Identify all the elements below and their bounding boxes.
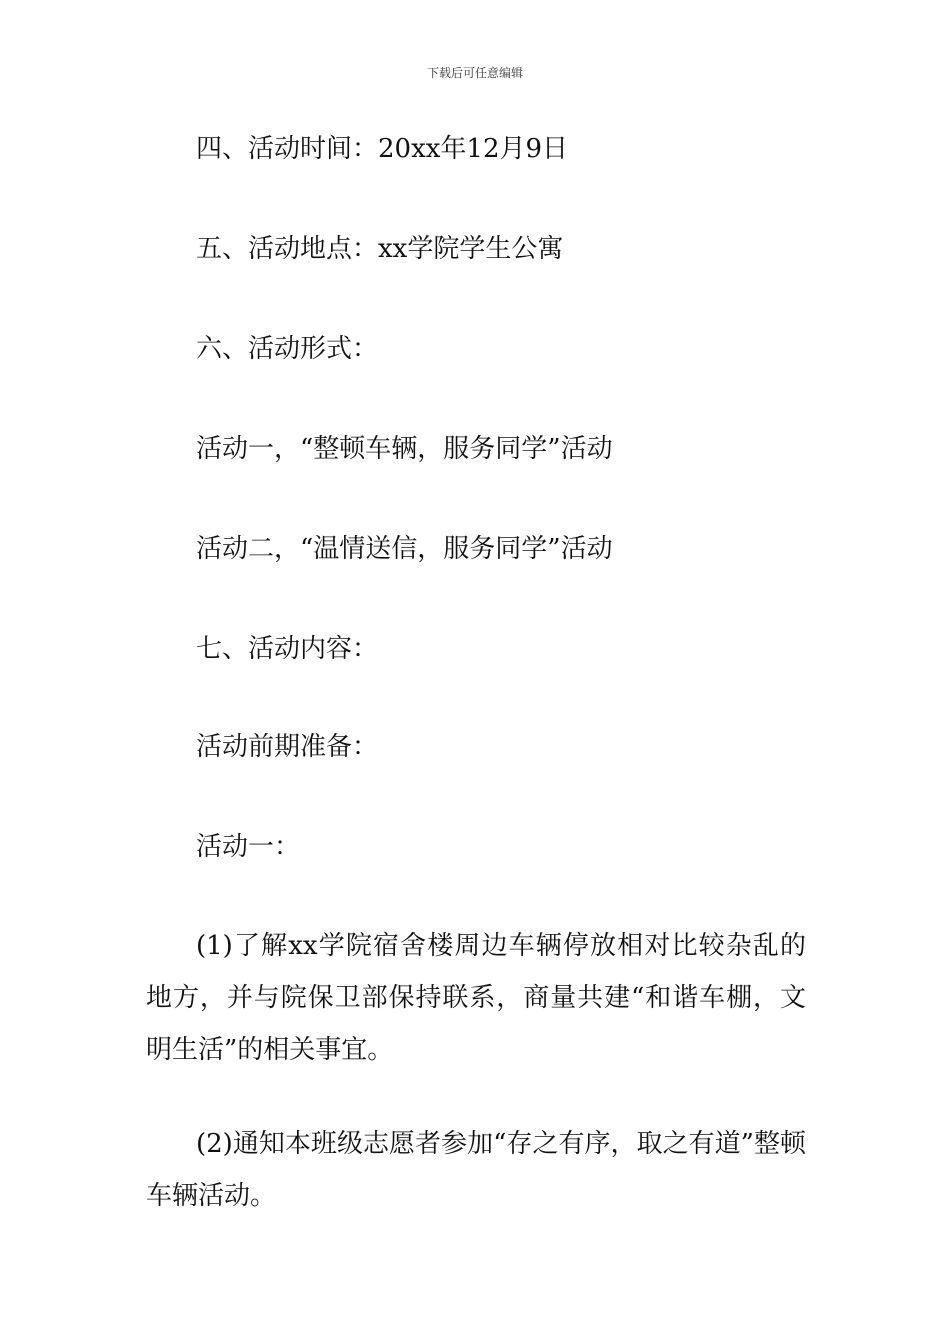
activity-one-title: 活动一，“整顿车辆，服务同学”活动 [196,434,613,464]
section-content: 七、活动内容： [196,634,379,664]
paragraph-step-2: (2)通知本班级志愿者参加“存之有序，取之有道”整顿车辆活动。 [146,1129,806,1211]
paragraph-step-1: (1)了解xx学院宿舍楼周边车辆停放相对比较杂乱的地方，并与院保卫部保持联系，商量共建“和谐车棚，文明生活”的相关事宜。 [146,931,806,1065]
activity-one-heading: 活动一： [196,832,301,862]
section-form: 六、活动形式： [196,334,379,364]
page-header-note: 下载后可任意编辑 [426,66,523,80]
preparation-heading: 活动前期准备： [196,732,379,762]
section-location: 五、活动地点：xx学院学生公寓 [196,234,564,264]
section-time: 四、活动时间：20xx年12月9日 [196,134,569,164]
activity-two-title: 活动二，“温情送信，服务同学”活动 [196,534,613,564]
